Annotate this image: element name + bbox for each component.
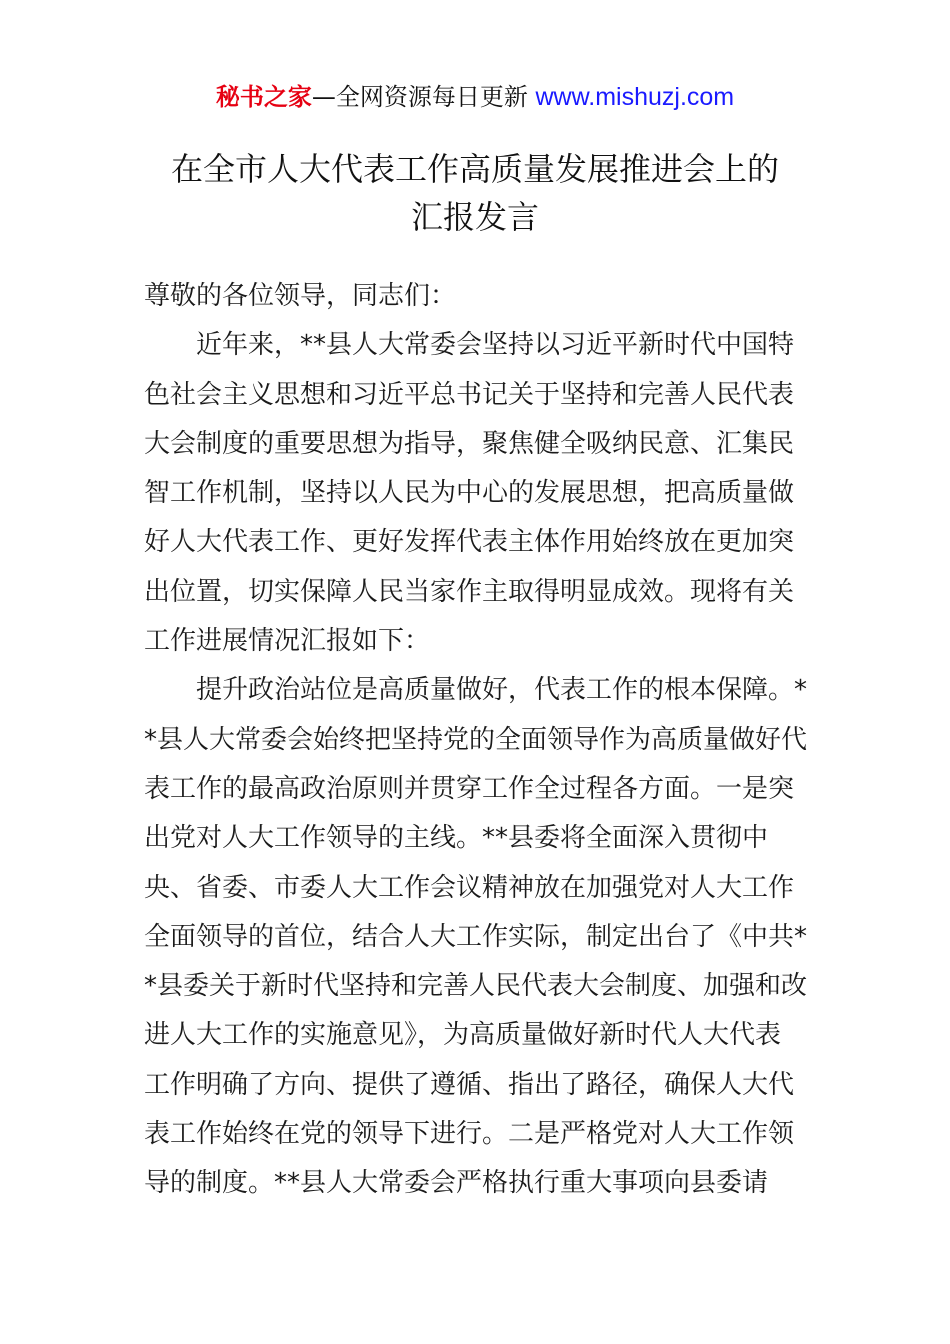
- title-line-1: 在全市人大代表工作高质量发展推进会上的: [170, 150, 779, 189]
- body-line: 好人大代表工作、更好发挥代表主体作用始终放在更加突: [144, 527, 795, 558]
- body-line: 大会制度的重要思想为指导，聚焦健全吸纳民意、汇集民: [144, 428, 795, 459]
- body-line: 表工作的最高政治原则并贯穿工作全过程各方面。一是突: [144, 773, 795, 804]
- salutation-line: 尊敬的各位领导，同志们：: [144, 281, 457, 311]
- document-title: [0, 145, 950, 241]
- site-url-link[interactable]: www.mishuzj.com: [535, 83, 735, 111]
- title-line-2: 汇报发言: [410, 198, 539, 237]
- body-line: 表工作始终在党的领导下进行。二是严格党对人大工作领: [144, 1119, 795, 1150]
- body-line: 央、省委、市委人大工作会议精神放在加强党对人大工作: [144, 872, 795, 903]
- body-line: 工作明确了方向、提供了遵循、指出了路径，确保人大代: [144, 1069, 795, 1100]
- body-line: 工作进展情况汇报如下：: [144, 626, 431, 657]
- site-header: [0, 80, 950, 114]
- body-line: *县人大常委会始终把坚持党的全面领导作为高质量做好代: [144, 724, 808, 755]
- body-line: 出位置，切实保障人民当家作主取得明显成效。现将有关: [144, 576, 795, 607]
- body-line: 智工作机制，坚持以人民为中心的发展思想，把高质量做: [144, 478, 795, 509]
- document-body: [144, 272, 808, 1209]
- brand-name: 秘书之家: [215, 83, 312, 111]
- body-line: 近年来，**县人大常委会坚持以习近平新时代中国特: [196, 330, 795, 361]
- body-line: 色社会主义思想和习近平总书记关于坚持和完善人民代表: [144, 379, 795, 410]
- body-line: 导的制度。**县人大常委会严格执行重大事项向县委请: [144, 1168, 769, 1199]
- body-line: 提升政治站位是高质量做好，代表工作的根本保障。*: [196, 675, 808, 706]
- body-line: 全面领导的首位，结合人大工作实际，制定出台了《中共*: [144, 921, 808, 952]
- body-line: 进人大工作的实施意见》，为高质量做好新时代人大代表: [144, 1020, 782, 1051]
- body-line: 出党对人大工作领导的主线。**县委将全面深入贯彻中: [144, 823, 769, 854]
- body-line: *县委关于新时代坚持和完善人民代表大会制度、加强和改: [144, 971, 808, 1002]
- site-tagline: —全网资源每日更新: [311, 83, 536, 111]
